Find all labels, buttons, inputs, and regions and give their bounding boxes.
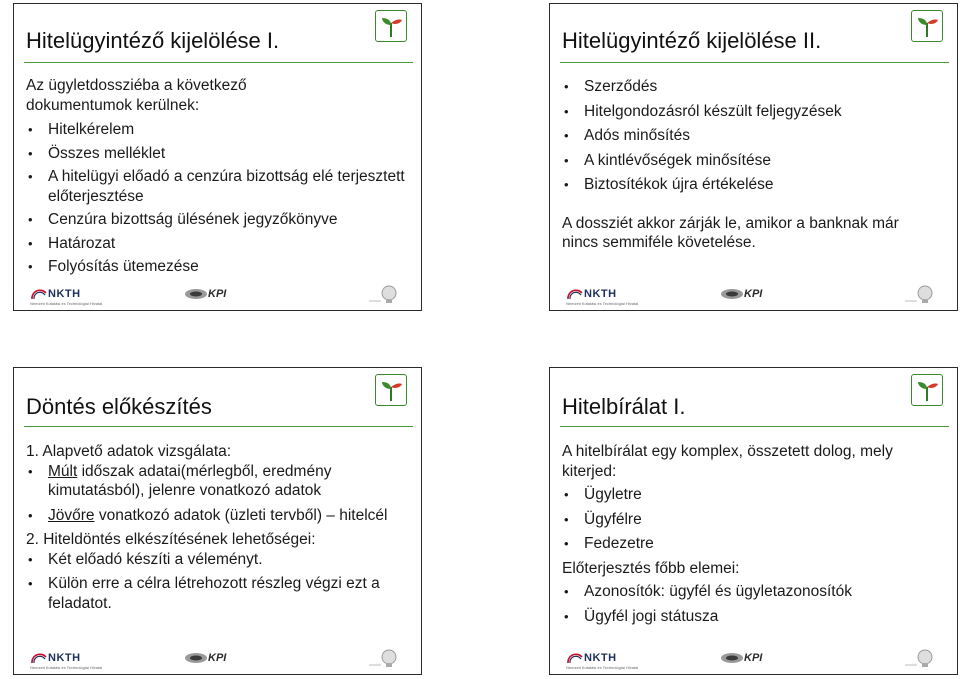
kpi-logo <box>720 650 776 668</box>
slide-title: Döntés előkészítés <box>26 394 212 419</box>
list-item: • A hitelügyi előadó a cenzúra bizottság elé terjesztett előterjesztése <box>26 167 411 206</box>
sprout-logo-icon <box>911 10 943 42</box>
nkth-logo <box>562 649 639 670</box>
list-item: • Összes melléklet <box>26 144 411 164</box>
kpi-logo <box>184 650 240 668</box>
list-item: • Két előadó készíti a véleményt. <box>26 550 411 570</box>
bullet-list <box>26 120 411 277</box>
nkth-logo <box>562 285 639 306</box>
list-item: • Határozat <box>26 234 411 254</box>
list-item <box>26 462 411 501</box>
kpi-logo-text: KPI <box>208 652 227 664</box>
nkth-logo-text: NKTH <box>584 652 617 664</box>
nkth-logo-subtext: Nemzeti Kutatási és Technológiai Hivatal <box>30 301 103 306</box>
list-item: • Fedezetre <box>562 534 947 554</box>
list-item: • Hitelgondozásról készült feljegyzések <box>562 102 947 122</box>
list-item: • Hitelkérelem <box>26 120 411 140</box>
slide-title: Hitelbírálat I. <box>562 394 686 419</box>
list-item: • Biztosítékok újra értékelése <box>562 175 947 195</box>
title-rule <box>560 62 949 63</box>
slide-footer <box>20 285 415 307</box>
closing-paragraph: A dossziét akkor zárják le, amikor a banknak már nincs semmiféle követelése. <box>562 214 899 251</box>
underlined-term: Jövőre <box>48 506 95 524</box>
list-item: • Cenzúra bizottság ülésének jegyzőkönyve <box>26 210 411 230</box>
nkth-logo-text: NKTH <box>48 288 81 300</box>
list-item-text: vonatkozó adatok (üzleti tervből) – hitelcél <box>94 506 388 524</box>
slide-body <box>562 442 947 631</box>
list-item: • Külön erre a célra létrehozott részleg végzi ezt a feladatot. <box>26 574 411 613</box>
list-item: • Ügyletre <box>562 485 947 505</box>
list-item: • A kintlévőségek minősítése <box>562 151 947 171</box>
intro-line: dokumentumok kerülnek: <box>26 96 200 114</box>
lightbulb-logo-icon <box>903 285 937 305</box>
bullet-list <box>26 462 411 526</box>
kpi-logo <box>720 286 776 304</box>
list-item: • Ügyfélre <box>562 510 947 530</box>
slide-title: Hitelügyintéző kijelölése II. <box>562 28 822 53</box>
bullet-list <box>562 77 947 195</box>
slide-1 <box>13 3 422 311</box>
numbered-item: 2. Hiteldöntés elkészítésének lehetőségei: <box>26 531 316 548</box>
title-rule <box>24 62 413 63</box>
sprout-logo-icon <box>911 374 943 406</box>
lightbulb-logo-icon <box>367 285 401 305</box>
kpi-logo <box>184 286 240 304</box>
kpi-logo-text: KPI <box>744 652 763 664</box>
bullet-list <box>26 550 411 614</box>
nkth-logo-subtext: Nemzeti Kutatási és Technológiai Hivatal <box>566 665 639 670</box>
slide-2 <box>549 3 958 311</box>
slide-title: Hitelügyintéző kijelölése I. <box>26 28 280 53</box>
intro-paragraph: A hitelbírálat egy komplex, összetett dolog, mely kiterjed: <box>562 443 893 480</box>
nkth-logo-text: NKTH <box>48 652 81 664</box>
slide-4 <box>549 367 958 675</box>
slide-footer <box>556 285 951 307</box>
slide-body <box>26 76 411 281</box>
title-rule <box>24 426 413 427</box>
slide-body <box>26 442 411 618</box>
nkth-logo-text: NKTH <box>584 288 617 300</box>
subheading: Előterjesztés főbb elemei: <box>562 559 740 577</box>
list-item: • Azonosítók: ügyfél és ügyletazonosítók <box>562 582 947 602</box>
list-item: • Szerződés <box>562 77 947 97</box>
list-item: • Adós minősítés <box>562 126 947 146</box>
lightbulb-logo-icon <box>367 649 401 669</box>
slide-body <box>562 77 947 253</box>
kpi-logo-text: KPI <box>208 288 227 300</box>
nkth-logo <box>26 285 103 306</box>
kpi-logo-text: KPI <box>744 288 763 300</box>
nkth-logo-subtext: Nemzeti Kutatási és Technológiai Hivatal <box>566 301 639 306</box>
intro-line: Az ügyletdossziéba a következő <box>26 77 247 94</box>
underlined-term: Múlt <box>48 462 78 480</box>
list-item <box>26 506 411 526</box>
sprout-logo-icon <box>375 10 407 42</box>
bullet-list <box>562 485 947 554</box>
numbered-item: 1. Alapvető adatok vizsgálata: <box>26 443 232 460</box>
slide-footer <box>556 649 951 671</box>
slide-3 <box>13 367 422 675</box>
nkth-logo <box>26 649 103 670</box>
lightbulb-logo-icon <box>903 649 937 669</box>
title-rule <box>560 426 949 427</box>
list-item-text: időszak adatai(mérlegből, eredmény kimutatásból), jelenre vonatkozó adatok <box>48 462 332 499</box>
nkth-logo-subtext: Nemzeti Kutatási és Technológiai Hivatal <box>30 665 103 670</box>
slide-footer <box>20 649 415 671</box>
bullet-list <box>562 582 947 626</box>
list-item: • Folyósítás ütemezése <box>26 257 411 277</box>
list-item: • Ügyfél jogi státusza <box>562 607 947 627</box>
sprout-logo-icon <box>375 374 407 406</box>
